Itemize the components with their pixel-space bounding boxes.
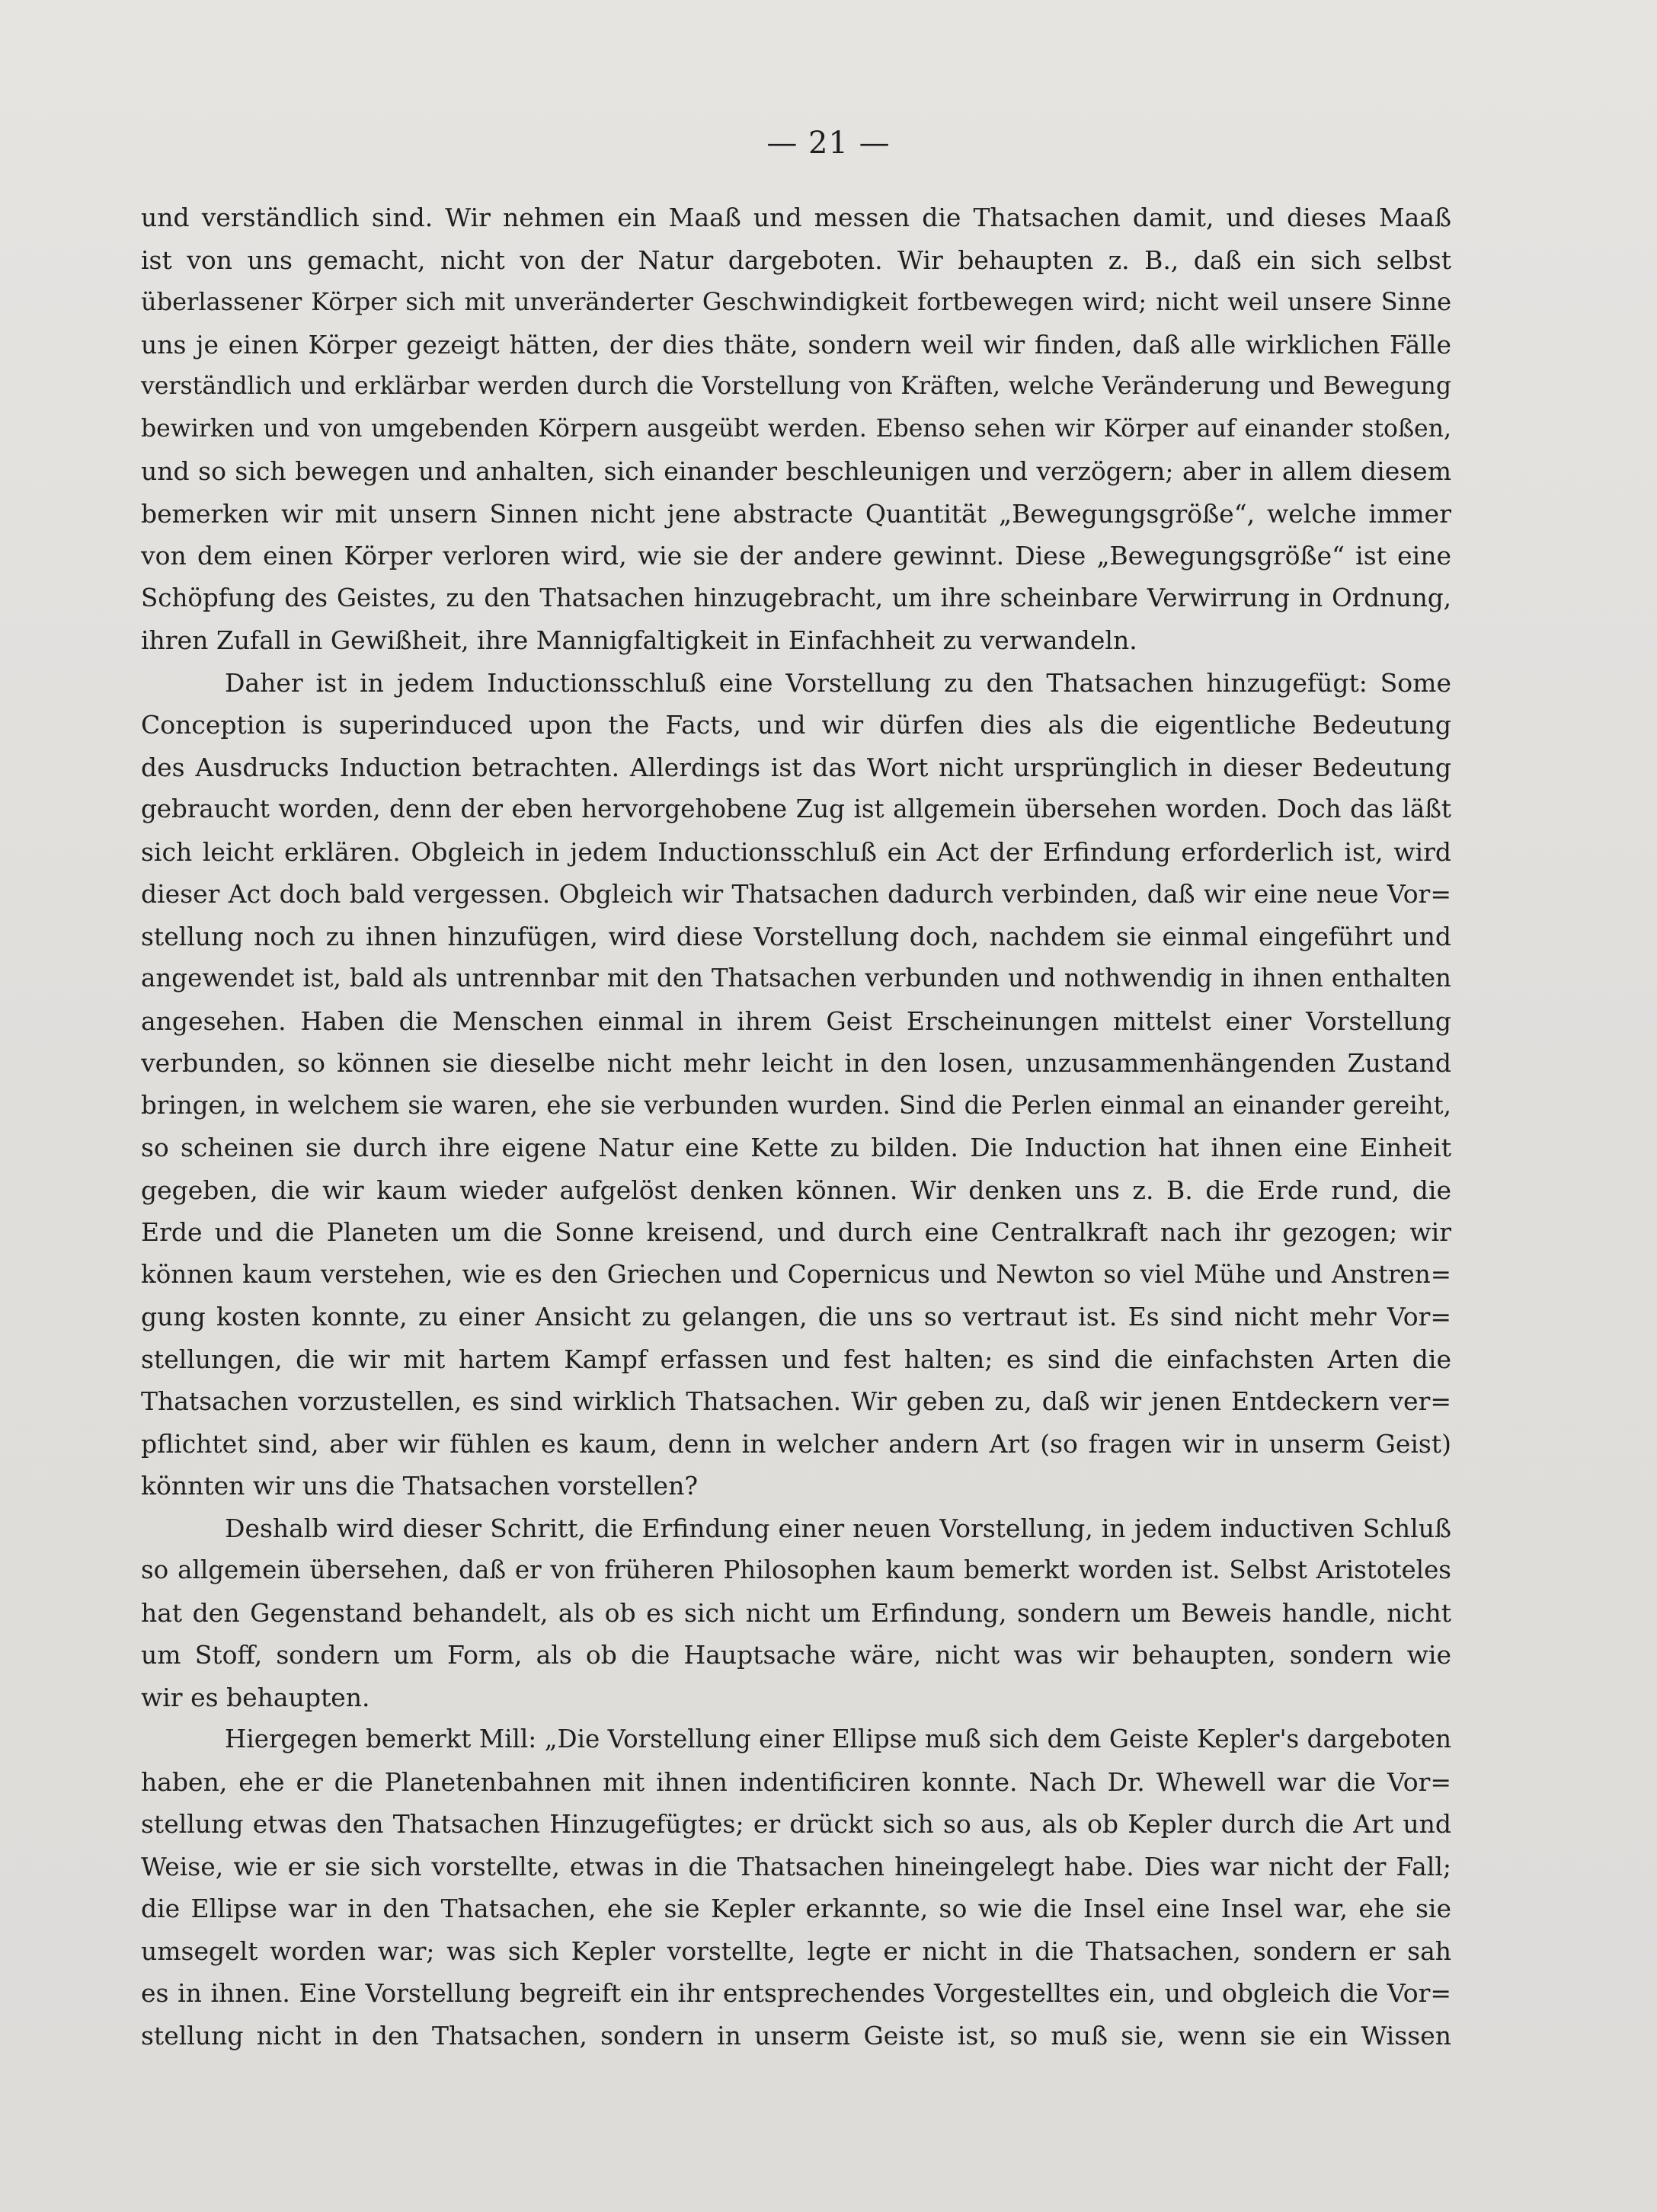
text-line: und so sich bewegen und anhalten, sich einander beschleunigen und verzögern; aber in allem diesem	[141, 456, 1451, 486]
page-number: — 21 —	[766, 126, 891, 161]
text-line: Conception is superinduced upon the Facts, und wir dürfen dies als die eigentliche Bedeutung	[141, 710, 1451, 740]
text-line: stellung noch zu ihnen hinzufügen, wird diese Vorstellung doch, nachdem sie einmal eingeführt und	[141, 921, 1451, 951]
text-line: Weise, wie er sie sich vorstellte, etwas in die Thatsachen hineingelegt habe. Dies war nicht der Fall;	[141, 1851, 1451, 1881]
text-line: stellung etwas den Thatsachen Hinzugefügtes; er drückt sich so aus, als ob Kepler durch die Art und	[141, 1809, 1451, 1839]
text-line: ist von uns gemacht, nicht von der Natur dargeboten. Wir behaupten z. B., daß ein sich selbst	[141, 245, 1451, 275]
text-line: gung kosten konnte, zu einer Ansicht zu gelangen, die uns so vertraut ist. Es sind nicht mehr Vor=	[141, 1302, 1451, 1331]
text-line: gebraucht worden, denn der eben hervorgehobene Zug ist allgemein übersehen worden. Doch das läßt	[141, 794, 1451, 823]
text-line: könnten wir uns die Thatsachen vorstellen?	[141, 1471, 699, 1501]
text-line: Hiergegen bemerkt Mill: „Die Vorstellung einer Ellipse muß sich dem Geiste Kepler's dargeboten	[225, 1725, 1451, 1753]
text-line: von dem einen Körper verloren wird, wie sie der andere gewinnt. Diese „Bewegungsgröße“ ist eine	[141, 541, 1451, 571]
text-line: Thatsachen vorzustellen, es sind wirklich Thatsachen. Wir geben zu, daß wir jenen Entdeckern ver=	[141, 1386, 1451, 1416]
text-line: gegeben, die wir kaum wieder aufgelöst denken können. Wir denken uns z. B. die Erde rund, die	[141, 1175, 1451, 1205]
text-line: pflichtet sind, aber wir fühlen es kaum, denn in welcher andern Art (so fragen wir in unserm Geist)	[141, 1428, 1451, 1459]
text-line: Schöpfung des Geistes, zu den Thatsachen hinzugebracht, um ihre scheinbare Verwirrung in Ordnung,	[141, 583, 1451, 612]
text-line: stellungen, die wir mit hartem Kampf erfassen und fest halten; es sind die einfachsten Arten die	[141, 1344, 1451, 1374]
text-line: Erde und die Planeten um die Sonne kreisend, und durch eine Centralkraft nach ihr gezogen; wir	[141, 1217, 1451, 1247]
text-line: so allgemein übersehen, daß er von früheren Philosophen kaum bemerkt worden ist. Selbst Aristoteles	[141, 1555, 1451, 1584]
paragraph-1	[141, 197, 1451, 662]
text-line: umsegelt worden war; was sich Kepler vorstellte, legte er nicht in die Thatsachen, sondern er sah	[141, 1936, 1451, 1966]
text-line: können kaum verstehen, wie es den Griechen und Copernicus und Newton so viel Mühe und Anstren=	[141, 1259, 1451, 1289]
text-line: Deshalb wird dieser Schritt, die Erfindung einer neuen Vorstellung, in jedem inductiven Schluß	[225, 1513, 1451, 1543]
text-line: des Ausdrucks Induction betrachten. Allerdings ist das Wort nicht ursprünglich in dieser Bedeutung	[141, 752, 1451, 782]
text-line: sich leicht erklären. Obgleich in jedem Inductionsschluß ein Act der Erfindung erforderlich ist, wird	[141, 836, 1451, 867]
text-line: uns je einen Körper gezeigt hätten, der dies thäte, sondern weil wir finden, daß alle wirklichen Fälle	[141, 329, 1451, 360]
text-line: verständlich und erklärbar werden durch die Vorstellung von Kräften, welche Veränderung und Bewegung	[141, 372, 1451, 400]
text-line: wir es behaupten.	[141, 1682, 370, 1712]
text-line: ihren Zufall in Gewißheit, ihre Mannigfaltigkeit in Einfachheit zu verwandeln.	[141, 625, 1137, 655]
text-line: angewendet ist, bald als untrennbar mit den Thatsachen verbunden und nothwendig in ihnen enthalten	[141, 964, 1451, 993]
body-text	[141, 197, 1451, 2057]
text-line: stellung nicht in den Thatsachen, sondern in unserm Geiste ist, so muß sie, wenn sie ein Wissen	[141, 2020, 1451, 2051]
text-line: bewirken und von umgebenden Körpern ausgeübt werden. Ebenso sehen wir Körper auf einander stoßen,	[141, 414, 1451, 443]
text-line: die Ellipse war in den Thatsachen, ehe sie Kepler erkannte, so wie die Insel eine Insel war, ehe sie	[141, 1894, 1451, 1923]
text-line: bemerken wir mit unsern Sinnen nicht jene abstracte Quantität „Bewegungsgröße“, welche immer	[141, 498, 1451, 529]
text-line: bringen, in welchem sie waren, ehe sie verbunden wurden. Sind die Perlen einmal an einander gereiht,	[141, 1090, 1451, 1120]
text-line: dieser Act doch bald vergessen. Obgleich wir Thatsachen dadurch verbinden, daß wir eine neue Vor=	[141, 879, 1451, 909]
text-line: Daher ist in jedem Inductionsschluß eine Vorstellung zu den Thatsachen hinzugefügt: Some	[225, 667, 1451, 698]
paragraph-3	[141, 1507, 1451, 1719]
text-line: angesehen. Haben die Menschen einmal in ihrem Geist Erscheinungen mittelst einer Vorstellung	[141, 1005, 1451, 1036]
text-line: überlassener Körper sich mit unveränderter Geschwindigkeit fortbewegen wird; nicht weil unsere Sinne	[141, 287, 1451, 316]
paragraph-2	[141, 662, 1451, 1507]
text-line: und verständlich sind. Wir nehmen ein Maaß und messen die Thatsachen damit, und dieses Maaß	[141, 203, 1451, 232]
paragraph-4	[141, 1718, 1451, 2057]
text-line: haben, ehe er die Planetenbahnen mit ihnen indentificiren konnte. Nach Dr. Whewell war die Vor=	[141, 1766, 1451, 1797]
text-line: so scheinen sie durch ihre eigene Natur eine Kette zu bilden. Die Induction hat ihnen eine Einheit	[141, 1133, 1451, 1162]
text-line: es in ihnen. Eine Vorstellung begreift ein ihr entsprechendes Vorgestelltes ein, und obgleich die Vor=	[141, 1978, 1451, 2008]
text-line: um Stoff, sondern um Form, als ob die Hauptsache wäre, nicht was wir behaupten, sondern wie	[141, 1640, 1451, 1670]
text-line: hat den Gegenstand behandelt, als ob es sich nicht um Erfindung, sondern um Beweis handle, nicht	[141, 1597, 1451, 1628]
text-line: verbunden, so können sie dieselbe nicht mehr leicht in den losen, unzusammenhängenden Zustand	[141, 1048, 1451, 1078]
